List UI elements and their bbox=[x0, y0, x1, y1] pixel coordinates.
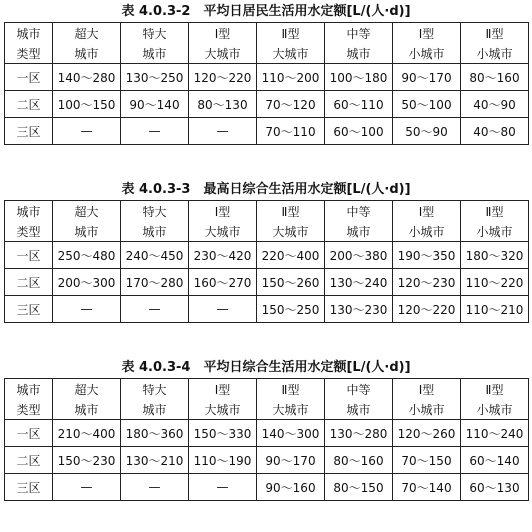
table-cell: 90～140 bbox=[121, 91, 189, 118]
header-row-1 bbox=[5, 23, 529, 44]
table-cell: 40～80 bbox=[461, 118, 529, 145]
table-cell: 一区 bbox=[5, 64, 53, 91]
header-cell: 城市 bbox=[121, 221, 189, 242]
header-cell: 大城市 bbox=[257, 399, 325, 420]
table-section-3 bbox=[4, 358, 528, 501]
table-cell: 140～300 bbox=[257, 420, 325, 447]
header-cell: Ⅰ型 bbox=[189, 201, 257, 222]
table-cell: 60～140 bbox=[461, 447, 529, 474]
table-cell: 70～120 bbox=[257, 91, 325, 118]
water-quota-table bbox=[4, 22, 529, 145]
table-cell: 50～90 bbox=[393, 118, 461, 145]
header-cell: Ⅱ型 bbox=[461, 201, 529, 222]
header-cell: 大城市 bbox=[189, 399, 257, 420]
table-section-1 bbox=[4, 2, 528, 145]
table-cell: 一区 bbox=[5, 242, 53, 269]
header-cell: 大城市 bbox=[189, 221, 257, 242]
table-cell: 150～250 bbox=[257, 296, 325, 323]
header-row-1 bbox=[5, 379, 529, 400]
header-cell: 中等 bbox=[325, 23, 393, 44]
table-cell: — bbox=[189, 296, 257, 323]
table-cell: 三区 bbox=[5, 474, 53, 501]
table-cell: — bbox=[121, 474, 189, 501]
table-row bbox=[5, 474, 529, 501]
table-cell: 200～300 bbox=[53, 269, 121, 296]
water-quota-table bbox=[4, 200, 529, 323]
table-row bbox=[5, 91, 529, 118]
table-cell: 140～280 bbox=[53, 64, 121, 91]
table-cell: 150～230 bbox=[53, 447, 121, 474]
table-cell: — bbox=[189, 474, 257, 501]
header-cell: 大城市 bbox=[257, 221, 325, 242]
table-cell: 70～110 bbox=[257, 118, 325, 145]
table-row bbox=[5, 269, 529, 296]
table-cell: 一区 bbox=[5, 420, 53, 447]
table-cell: 二区 bbox=[5, 269, 53, 296]
header-cell: 城市 bbox=[5, 201, 53, 222]
table-row bbox=[5, 447, 529, 474]
table-row bbox=[5, 118, 529, 145]
table-row bbox=[5, 242, 529, 269]
table-cell: 130～230 bbox=[325, 296, 393, 323]
header-cell: Ⅰ型 bbox=[393, 23, 461, 44]
table-cell: — bbox=[53, 474, 121, 501]
table-cell: 210～400 bbox=[53, 420, 121, 447]
header-row-2 bbox=[5, 221, 529, 242]
table-cell: 180～360 bbox=[121, 420, 189, 447]
header-cell: 城市 bbox=[121, 399, 189, 420]
table-cell: 130～280 bbox=[325, 420, 393, 447]
table-cell: 90～170 bbox=[393, 64, 461, 91]
table-cell: 200～380 bbox=[325, 242, 393, 269]
table-cell: 120～220 bbox=[393, 296, 461, 323]
header-cell: 小城市 bbox=[393, 43, 461, 64]
table-cell: — bbox=[121, 296, 189, 323]
table-caption: 表 4.0.3-3 最高日综合生活用水定额[L/(人·d)] bbox=[121, 182, 411, 197]
header-cell: 类型 bbox=[5, 43, 53, 64]
table-cell: 230～420 bbox=[189, 242, 257, 269]
header-cell: Ⅰ型 bbox=[189, 23, 257, 44]
header-cell: 城市 bbox=[53, 221, 121, 242]
table-cell: 170～280 bbox=[121, 269, 189, 296]
table-cell: 三区 bbox=[5, 296, 53, 323]
table-cell: 80～130 bbox=[189, 91, 257, 118]
header-cell: 中等 bbox=[325, 379, 393, 400]
header-cell: 小城市 bbox=[393, 399, 461, 420]
header-cell: 城市 bbox=[53, 43, 121, 64]
table-cell: 120～230 bbox=[393, 269, 461, 296]
table-cell: 110～240 bbox=[461, 420, 529, 447]
table-cell: 60～110 bbox=[325, 91, 393, 118]
table-cell: 80～160 bbox=[461, 64, 529, 91]
header-cell: 特大 bbox=[121, 23, 189, 44]
table-cell: 110～200 bbox=[257, 64, 325, 91]
header-cell: 超大 bbox=[53, 23, 121, 44]
table-cell: 90～170 bbox=[257, 447, 325, 474]
header-cell: 城市 bbox=[325, 399, 393, 420]
header-cell: Ⅱ型 bbox=[257, 379, 325, 400]
table-caption: 表 4.0.3-2 平均日居民生活用水定额[L/(人·d)] bbox=[121, 4, 411, 19]
header-row-2 bbox=[5, 43, 529, 64]
table-cell: 120～260 bbox=[393, 420, 461, 447]
table-cell: — bbox=[189, 118, 257, 145]
header-cell: 小城市 bbox=[393, 221, 461, 242]
table-cell: 110～190 bbox=[189, 447, 257, 474]
header-cell: 大城市 bbox=[257, 43, 325, 64]
table-cell: 三区 bbox=[5, 118, 53, 145]
table-cell: 60～130 bbox=[461, 474, 529, 501]
header-cell: 超大 bbox=[53, 201, 121, 222]
header-cell: Ⅱ型 bbox=[257, 23, 325, 44]
header-cell: 类型 bbox=[5, 399, 53, 420]
table-cell: 240～450 bbox=[121, 242, 189, 269]
header-cell: Ⅱ型 bbox=[461, 23, 529, 44]
header-cell: 小城市 bbox=[461, 43, 529, 64]
header-cell: 小城市 bbox=[461, 399, 529, 420]
table-cell: 150～330 bbox=[189, 420, 257, 447]
header-cell: Ⅱ型 bbox=[461, 379, 529, 400]
header-cell: 大城市 bbox=[189, 43, 257, 64]
table-cell: 150～260 bbox=[257, 269, 325, 296]
header-cell: Ⅰ型 bbox=[393, 379, 461, 400]
table-cell: 250～480 bbox=[53, 242, 121, 269]
header-cell: 城市 bbox=[325, 43, 393, 64]
table-cell: 110～210 bbox=[461, 296, 529, 323]
table-cell: 100～150 bbox=[53, 91, 121, 118]
water-quota-table bbox=[4, 378, 529, 501]
table-cell: 130～250 bbox=[121, 64, 189, 91]
header-row-1 bbox=[5, 201, 529, 222]
table-cell: 100～180 bbox=[325, 64, 393, 91]
table-cell: 130～210 bbox=[121, 447, 189, 474]
table-cell: 80～160 bbox=[325, 447, 393, 474]
header-cell: Ⅰ型 bbox=[393, 201, 461, 222]
table-cell: 70～150 bbox=[393, 447, 461, 474]
header-cell: Ⅱ型 bbox=[257, 201, 325, 222]
table-cell: 130～240 bbox=[325, 269, 393, 296]
table-cell: 60～100 bbox=[325, 118, 393, 145]
table-cell: 120～220 bbox=[189, 64, 257, 91]
header-cell: 城市 bbox=[53, 399, 121, 420]
table-cell: 190～350 bbox=[393, 242, 461, 269]
table-cell: 二区 bbox=[5, 91, 53, 118]
table-row bbox=[5, 420, 529, 447]
table-cell: 70～140 bbox=[393, 474, 461, 501]
table-cell: — bbox=[53, 118, 121, 145]
table-section-2 bbox=[4, 180, 528, 323]
header-cell: 城市 bbox=[5, 379, 53, 400]
table-cell: 110～220 bbox=[461, 269, 529, 296]
header-row-2 bbox=[5, 399, 529, 420]
header-cell: 城市 bbox=[121, 43, 189, 64]
header-cell: 类型 bbox=[5, 221, 53, 242]
table-cell: 40～90 bbox=[461, 91, 529, 118]
table-cell: 50～100 bbox=[393, 91, 461, 118]
header-cell: 中等 bbox=[325, 201, 393, 222]
table-caption: 表 4.0.3-4 平均日综合生活用水定额[L/(人·d)] bbox=[121, 360, 411, 375]
table-cell: 二区 bbox=[5, 447, 53, 474]
header-cell: 城市 bbox=[325, 221, 393, 242]
header-cell: Ⅰ型 bbox=[189, 379, 257, 400]
table-cell: — bbox=[121, 118, 189, 145]
header-cell: 特大 bbox=[121, 201, 189, 222]
table-cell: 80～150 bbox=[325, 474, 393, 501]
table-cell: — bbox=[53, 296, 121, 323]
table-cell: 90～160 bbox=[257, 474, 325, 501]
table-row bbox=[5, 296, 529, 323]
table-row bbox=[5, 64, 529, 91]
header-cell: 超大 bbox=[53, 379, 121, 400]
table-cell: 180～320 bbox=[461, 242, 529, 269]
header-cell: 特大 bbox=[121, 379, 189, 400]
table-cell: 160～270 bbox=[189, 269, 257, 296]
table-cell: 220～400 bbox=[257, 242, 325, 269]
header-cell: 小城市 bbox=[461, 221, 529, 242]
header-cell: 城市 bbox=[5, 23, 53, 44]
